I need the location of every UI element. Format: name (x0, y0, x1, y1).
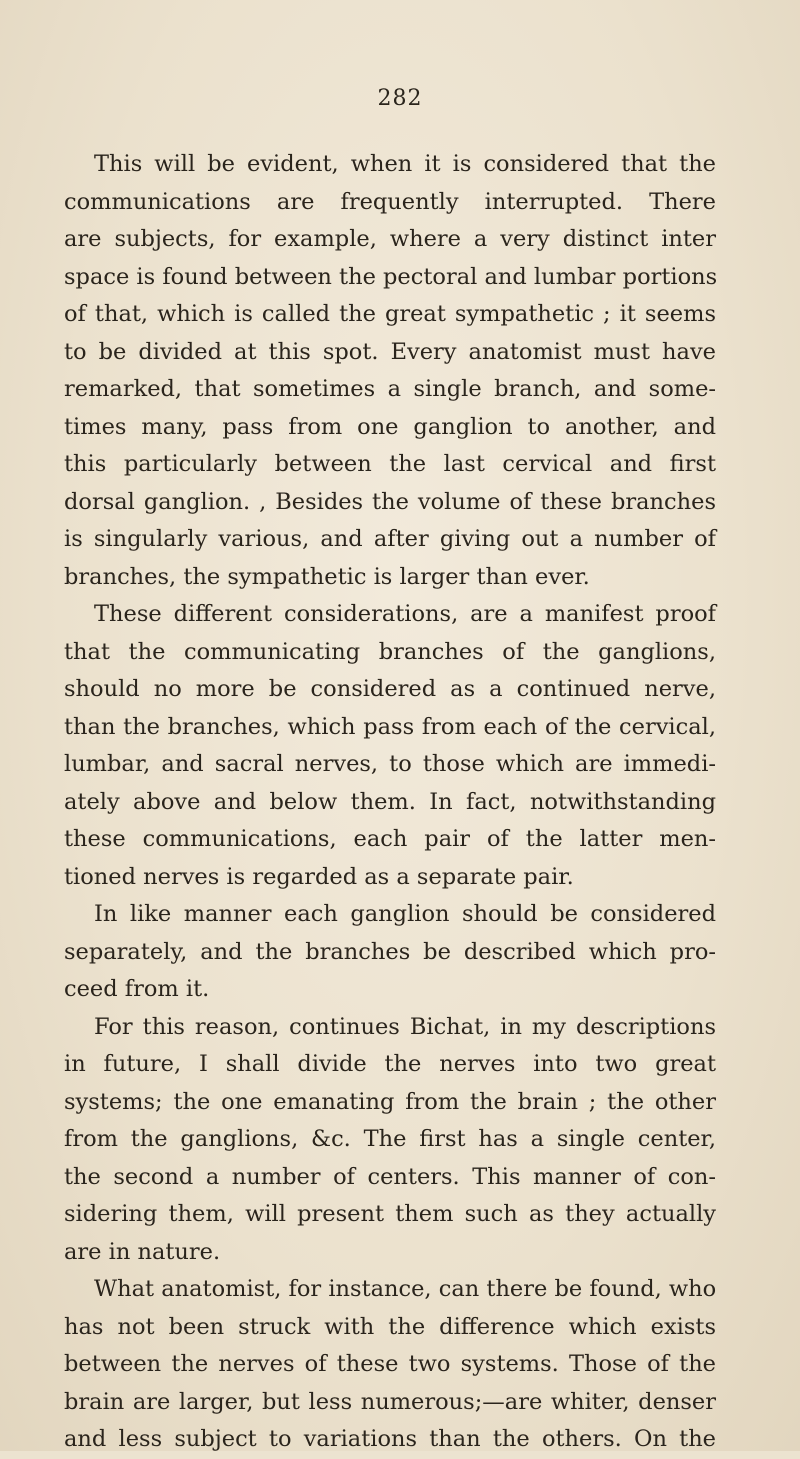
text-line: systems; the one emanating from the brain ; the other (64, 1088, 716, 1115)
text-line: to be divided at this spot. Every anatomist must have (64, 338, 716, 365)
text-line: This will be evident, when it is considered that the (94, 151, 716, 177)
text-line: are in nature. (64, 1238, 221, 1265)
text-line: remarked, that sometimes a single branch, and some- (64, 376, 716, 402)
text-line: between the nerves of these two systems. Those of the (64, 1351, 716, 1377)
text-line: should no more be considered as a continued nerve, (64, 676, 716, 702)
text-line: the second a number of centers. This manner of con- (64, 1163, 716, 1190)
text-line: this particularly between the last cervical and first (64, 451, 716, 477)
text-line: separately, and the branches be described which pro- (64, 938, 716, 965)
text-line: of that, which is called the great sympathetic ; it seems (64, 301, 716, 327)
text-line: and less subject to variations than the others. On the (64, 1426, 716, 1452)
text-line: In like manner each ganglion should be considered (94, 901, 716, 927)
text-line: that the communicating branches of the ganglions, (64, 638, 716, 665)
text-line: dorsal ganglion. , Besides the volume of these branches (64, 488, 716, 515)
body-text (64, 146, 716, 1459)
text-line: space is found between the pectoral and lumbar portions (64, 263, 718, 290)
text-line: brain are larger, but less numerous;—are whiter, denser (64, 1388, 716, 1415)
text-line: in future, I shall divide the nerves into two great (64, 1051, 716, 1077)
text-line: these communications, each pair of the latter men- (64, 826, 716, 852)
text-line: ately above and below them. In fact, notwithstanding (64, 788, 716, 815)
text-line: times many, pass from one ganglion to another, and (64, 413, 716, 440)
text-line: are subjects, for example, where a very distinct inter (64, 226, 716, 252)
text-line: tioned nerves is regarded as a separate pair. (64, 863, 574, 890)
text-line: branches, the sympathetic is larger than ever. (64, 563, 590, 590)
page-number: 282 (377, 86, 423, 111)
text-line: These different considerations, are a manifest proof (94, 601, 716, 627)
text-line: What anatomist, for instance, can there be found, who (94, 1276, 717, 1302)
text-line: lumbar, and sacral nerves, to those which are immedi- (64, 751, 716, 777)
text-line: has not been struck with the difference which exists (64, 1313, 716, 1340)
text-line: from the ganglions, &c. The first has a single center, (64, 1126, 716, 1152)
text-line: For this reason, continues Bichat, in my descriptions (94, 1013, 716, 1040)
text-line: communications are frequently interrupted. There (64, 188, 716, 215)
text-line: sidering them, will present them such as they actually (64, 1201, 716, 1227)
text-line: ceed from it. (64, 976, 210, 1002)
text-line: than the branches, which pass from each of the cervical, (64, 713, 716, 740)
text-line: is singularly various, and after giving out a number of (64, 526, 716, 552)
